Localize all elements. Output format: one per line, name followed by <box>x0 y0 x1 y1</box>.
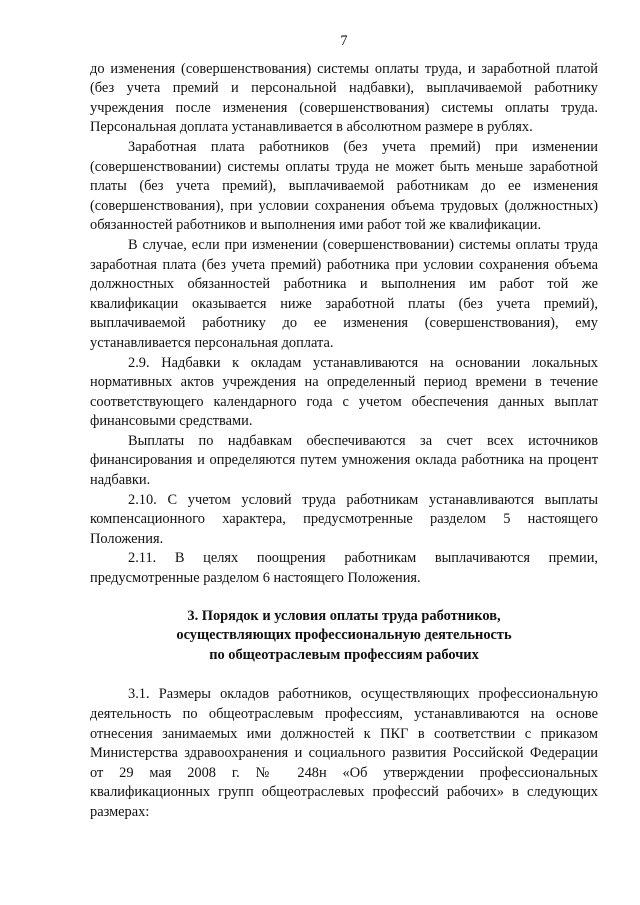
paragraph-2-11: 2.11. В целях поощрения работникам выплачиваются премии, предусмотренные разделом 6 настоящего Положения. <box>90 550 598 587</box>
paragraph-continuation: до изменения (совершенствования) системы оплаты труда, и заработной платой (без учета премий и персональной надбавки), выплачиваемой работнику учреждения после изменения (совершенствования) системы оплаты труда. Персональная доплата устанавливается в абсолютном размере в рублях. <box>90 60 598 136</box>
paragraph-2-10: 2.10. С учетом условий труда работникам устанавливаются выплаты компенсационного характера, предусмотренные разделом 5 настоящего Положения. <box>90 491 598 547</box>
paragraph-salary-guarantee: Заработная плата работников (без учета премий) при изменении (совершенствовании) системы оплаты труда не может быть меньше заработной платы (без учета премий), выплачиваемой работникам до ее изменения (совершенствования), при условии сохранения объема трудовых (должностных) обязанностей работников и выполнения ими работ той же квалификации. <box>90 138 598 234</box>
paragraph-3-1: 3.1. Размеры окладов работников, осуществляющих профессиональную деятельность по общеотраслевым профессиям, устанавливаются на основе отнесения занимаемых ими должностей к ПКГ в соответствии с приказом Министерства здравоохранения и социального развития Российской Федерации от 29 мая 2008 г. № 248н «Об утверждении профессиональных квалификационных групп общеотраслевых профессий рабочих» в следующих размерах: <box>90 686 598 820</box>
page-number: 7 <box>340 33 348 49</box>
section-heading-line: осуществляющих профессиональную деятельность <box>176 627 512 644</box>
paragraph-allowance-funding: Выплаты по надбавкам обеспечиваются за счет всех источников финансирования и определяются путем умножения оклада работника на процент надбавки. <box>90 432 598 489</box>
document-page <box>90 32 598 823</box>
paragraph-2-9: 2.9. Надбавки к окладам устанавливаются на основании локальных нормативных актов учреждения на определенный период времени в течение соответствующего календарного года с учетом обеспечения данных выплат финансовыми средствами. <box>90 354 598 430</box>
section-3-heading <box>90 607 598 666</box>
section-heading-line: 3. Порядок и условия оплаты труда работников, <box>187 607 501 624</box>
section-heading-line: по общеотраслевым профессиям рабочих <box>209 646 479 663</box>
paragraph-personal-supplement: В случае, если при изменении (совершенствовании) системы оплаты труда заработная плата (без учета премий) работника при условии сохранения объема должностных обязанностей работника и выполнения им работ той же квалификации оказывается ниже заработной платы (без учета премий), выплачиваемой работнику до ее изменения (совершенствования), ему устанавливается персональная доплата. <box>90 236 598 351</box>
